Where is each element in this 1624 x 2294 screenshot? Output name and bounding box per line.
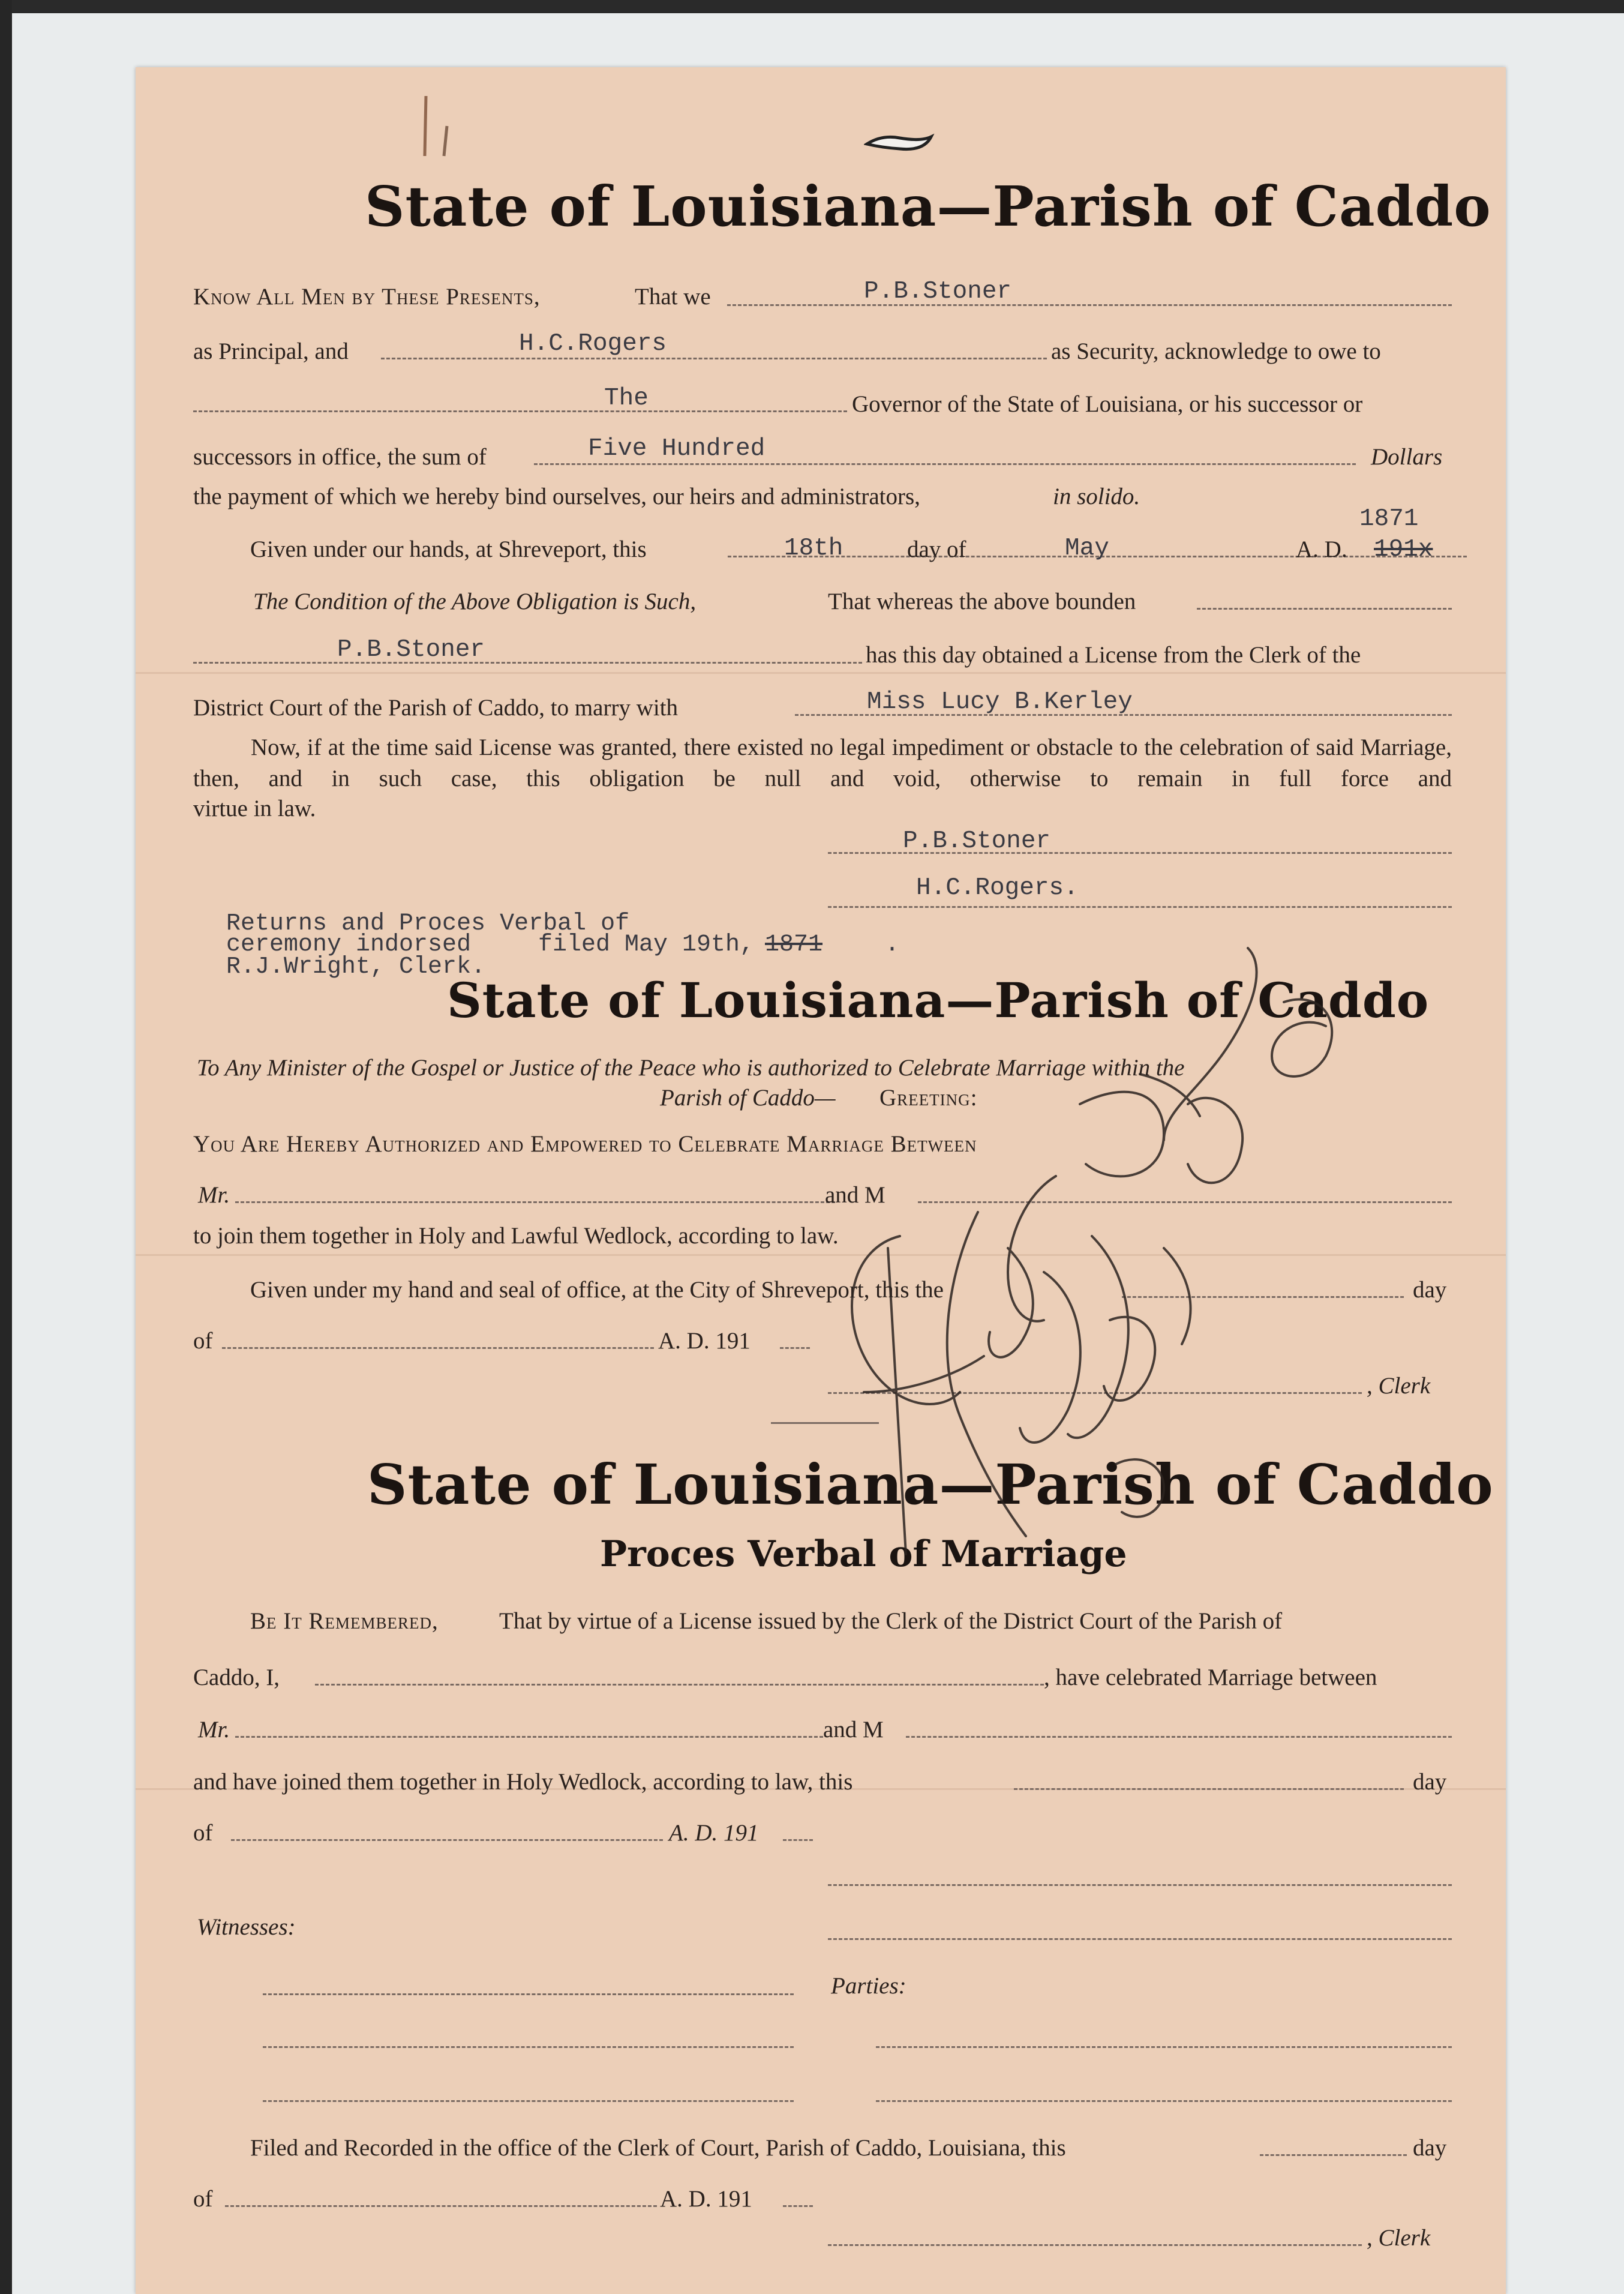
- governor-line: [193, 410, 847, 412]
- in-solido-text: in solido.: [1053, 484, 1140, 509]
- dollars-text: Dollars: [1371, 444, 1443, 470]
- proces-year-line: [783, 1839, 813, 1841]
- be-it-remembered: Be It Remembered,: [250, 1608, 439, 1634]
- proces-of: of: [193, 1820, 213, 1846]
- license-title: State of Louisiana—Parish of Caddo: [447, 972, 1430, 1028]
- handwritten-signature: [828, 936, 1368, 1584]
- filed-text: Filed and Recorded in the office of the Clerk of Court, Parish of Caddo, Louisiana, this: [250, 2135, 1066, 2161]
- paperclip-mark: [864, 131, 936, 155]
- governor-fill: The: [604, 385, 649, 412]
- celebrated-text: , have celebrated Marriage between: [1044, 1665, 1377, 1690]
- proces-mr: Mr.: [198, 1717, 230, 1743]
- governor-text: Governor of the State of Louisiana, or his successor or: [852, 391, 1363, 417]
- payment-text: the payment of which we hereby bind ourselves, our heirs and administrators,: [193, 484, 920, 509]
- proces-day: day: [1413, 1769, 1447, 1795]
- license-text: has this day obtained a License from the Clerk of the: [866, 642, 1361, 668]
- returns-note-line2a: ceremony indorsed: [226, 931, 472, 958]
- witness-line-1: [263, 1993, 794, 1995]
- filed-clerk: , Clerk: [1367, 2225, 1431, 2251]
- to-any-minister: To Any Minister of the Gospel or Justice of the Peace who is authorized to Celebrate Marriage within the: [197, 1055, 1185, 1081]
- witnesses-label: Witnesses:: [197, 1914, 296, 1940]
- signature-principal: P.B.Stoner: [903, 827, 1051, 855]
- principal-name: P.B.Stoner: [864, 278, 1012, 305]
- given-month: May: [1065, 535, 1109, 562]
- witness-line-3: [263, 2100, 794, 2102]
- bounden-line: [1197, 608, 1452, 610]
- officiant-line: [315, 1684, 1044, 1686]
- given-day: 18th: [784, 535, 843, 562]
- license-and-m: and M: [825, 1182, 885, 1208]
- condition-heading: The Condition of the Above Obligation is Such,: [253, 589, 697, 614]
- signature-line-2: [828, 906, 1452, 908]
- that-we-text: That we: [635, 284, 711, 310]
- sum-amount: Five Hundred: [588, 435, 766, 463]
- proces-bride-line: [906, 1736, 1452, 1738]
- given-seal-text: Given under my hand and seal of office, at the City of Shreveport, this the: [250, 1277, 944, 1303]
- license-ad: A. D. 191: [658, 1328, 751, 1354]
- license-groom-line: [235, 1201, 835, 1203]
- given-text: Given under our hands, at Shreveport, this: [250, 536, 647, 562]
- joined-text: and have joined them together in Holy Wedlock, according to law, this: [193, 1769, 853, 1795]
- bounden-name-line: [193, 662, 862, 664]
- filed-of: of: [193, 2186, 213, 2212]
- party-line-4: [876, 2100, 1452, 2102]
- signature-security: H.C.Rogers.: [916, 874, 1079, 902]
- returns-note-struck-year: 1871: [765, 931, 823, 958]
- party-line-1: [828, 1884, 1452, 1886]
- principal-line: [727, 304, 1452, 306]
- license-of: of: [193, 1328, 213, 1354]
- know-all-men-label: Know All Men by These Presents,: [193, 284, 541, 310]
- bond-title: State of Louisiana—Parish of Caddo: [365, 174, 1491, 239]
- proces-day-line: [1014, 1788, 1404, 1790]
- scan-border-top: [0, 0, 1624, 13]
- security-name: H.C.Rogers: [519, 330, 667, 358]
- fold-crease: [136, 672, 1506, 674]
- proces-month-line: [231, 1839, 663, 1841]
- district-text: District Court of the Parish of Caddo, to marry with: [193, 695, 679, 721]
- bounden-name: P.B.Stoner: [337, 636, 485, 664]
- be-it-text: That by virtue of a License issued by the Clerk of the District Court of the Parish of: [499, 1608, 1283, 1634]
- staple-mark: [414, 90, 480, 180]
- struck-year: 191x: [1374, 536, 1433, 563]
- now-paragraph: Now, if at the time said License was granted, there existed no legal impediment or obstacle to the celebration of said Marriage, then, and in such case, this obligation be null and void, otherwise to remain in full force and: [193, 734, 1452, 791]
- proces-subtitle: Proces Verbal of Marriage: [600, 1533, 1127, 1575]
- ad-text: A. D.: [1296, 536, 1347, 562]
- security-line: [381, 358, 1047, 359]
- as-principal-text: as Principal, and: [193, 338, 349, 364]
- returns-note-line1: Returns and Proces Verbal of: [226, 910, 630, 937]
- virtue-text: virtue in law.: [193, 796, 316, 821]
- proces-ad: A. D. 191: [669, 1820, 759, 1846]
- filed-day-line: [1260, 2154, 1407, 2156]
- returns-note-period: .: [885, 931, 900, 958]
- license-day: day: [1413, 1277, 1447, 1303]
- filed-year-line: [783, 2205, 813, 2207]
- as-security-text: as Security, acknowledge to owe to: [1051, 338, 1381, 364]
- filed-day: day: [1413, 2135, 1447, 2161]
- successors-text: successors in office, the sum of: [193, 444, 487, 470]
- license-clerk: , Clerk: [1367, 1373, 1431, 1399]
- license-year-line: [780, 1347, 810, 1349]
- filed-ad: A. D. 191: [660, 2186, 752, 2212]
- typed-year: 1871: [1359, 505, 1419, 533]
- scan-border-left: [0, 0, 12, 2294]
- bride-name: Miss Lucy B.Kerley: [867, 688, 1133, 716]
- returns-note-line2b: filed May 19th,: [538, 931, 755, 958]
- party-line-3: [876, 2046, 1452, 2048]
- condition-text: That whereas the above bounden: [828, 589, 1136, 614]
- join-text: to join them together in Holy and Lawful Wedlock, according to law.: [193, 1223, 839, 1249]
- proces-title: State of Louisiana—Parish of Caddo: [367, 1452, 1494, 1517]
- witness-line-2: [263, 2046, 794, 2048]
- proces-and-m: and M: [823, 1717, 884, 1743]
- filed-clerk-line: [828, 2244, 1362, 2246]
- greeting-text: Greeting:: [879, 1085, 978, 1111]
- parties-label: Parties:: [831, 1973, 906, 1999]
- parish-greeting: Parish of Caddo—: [660, 1085, 836, 1111]
- day-of-text: day of: [907, 536, 966, 562]
- proces-groom-line: [235, 1736, 823, 1738]
- license-mr: Mr.: [198, 1182, 230, 1208]
- license-month-line: [222, 1347, 654, 1349]
- party-line-2: [828, 1938, 1452, 1940]
- filed-month-line: [225, 2205, 657, 2207]
- caddo-i: Caddo, I,: [193, 1665, 280, 1690]
- sum-line: [534, 463, 1356, 465]
- returns-note-line3: R.J.Wright, Clerk.: [226, 953, 486, 980]
- authorized-text: You Are Hereby Authorized and Empowered to Celebrate Marriage Between: [193, 1131, 977, 1157]
